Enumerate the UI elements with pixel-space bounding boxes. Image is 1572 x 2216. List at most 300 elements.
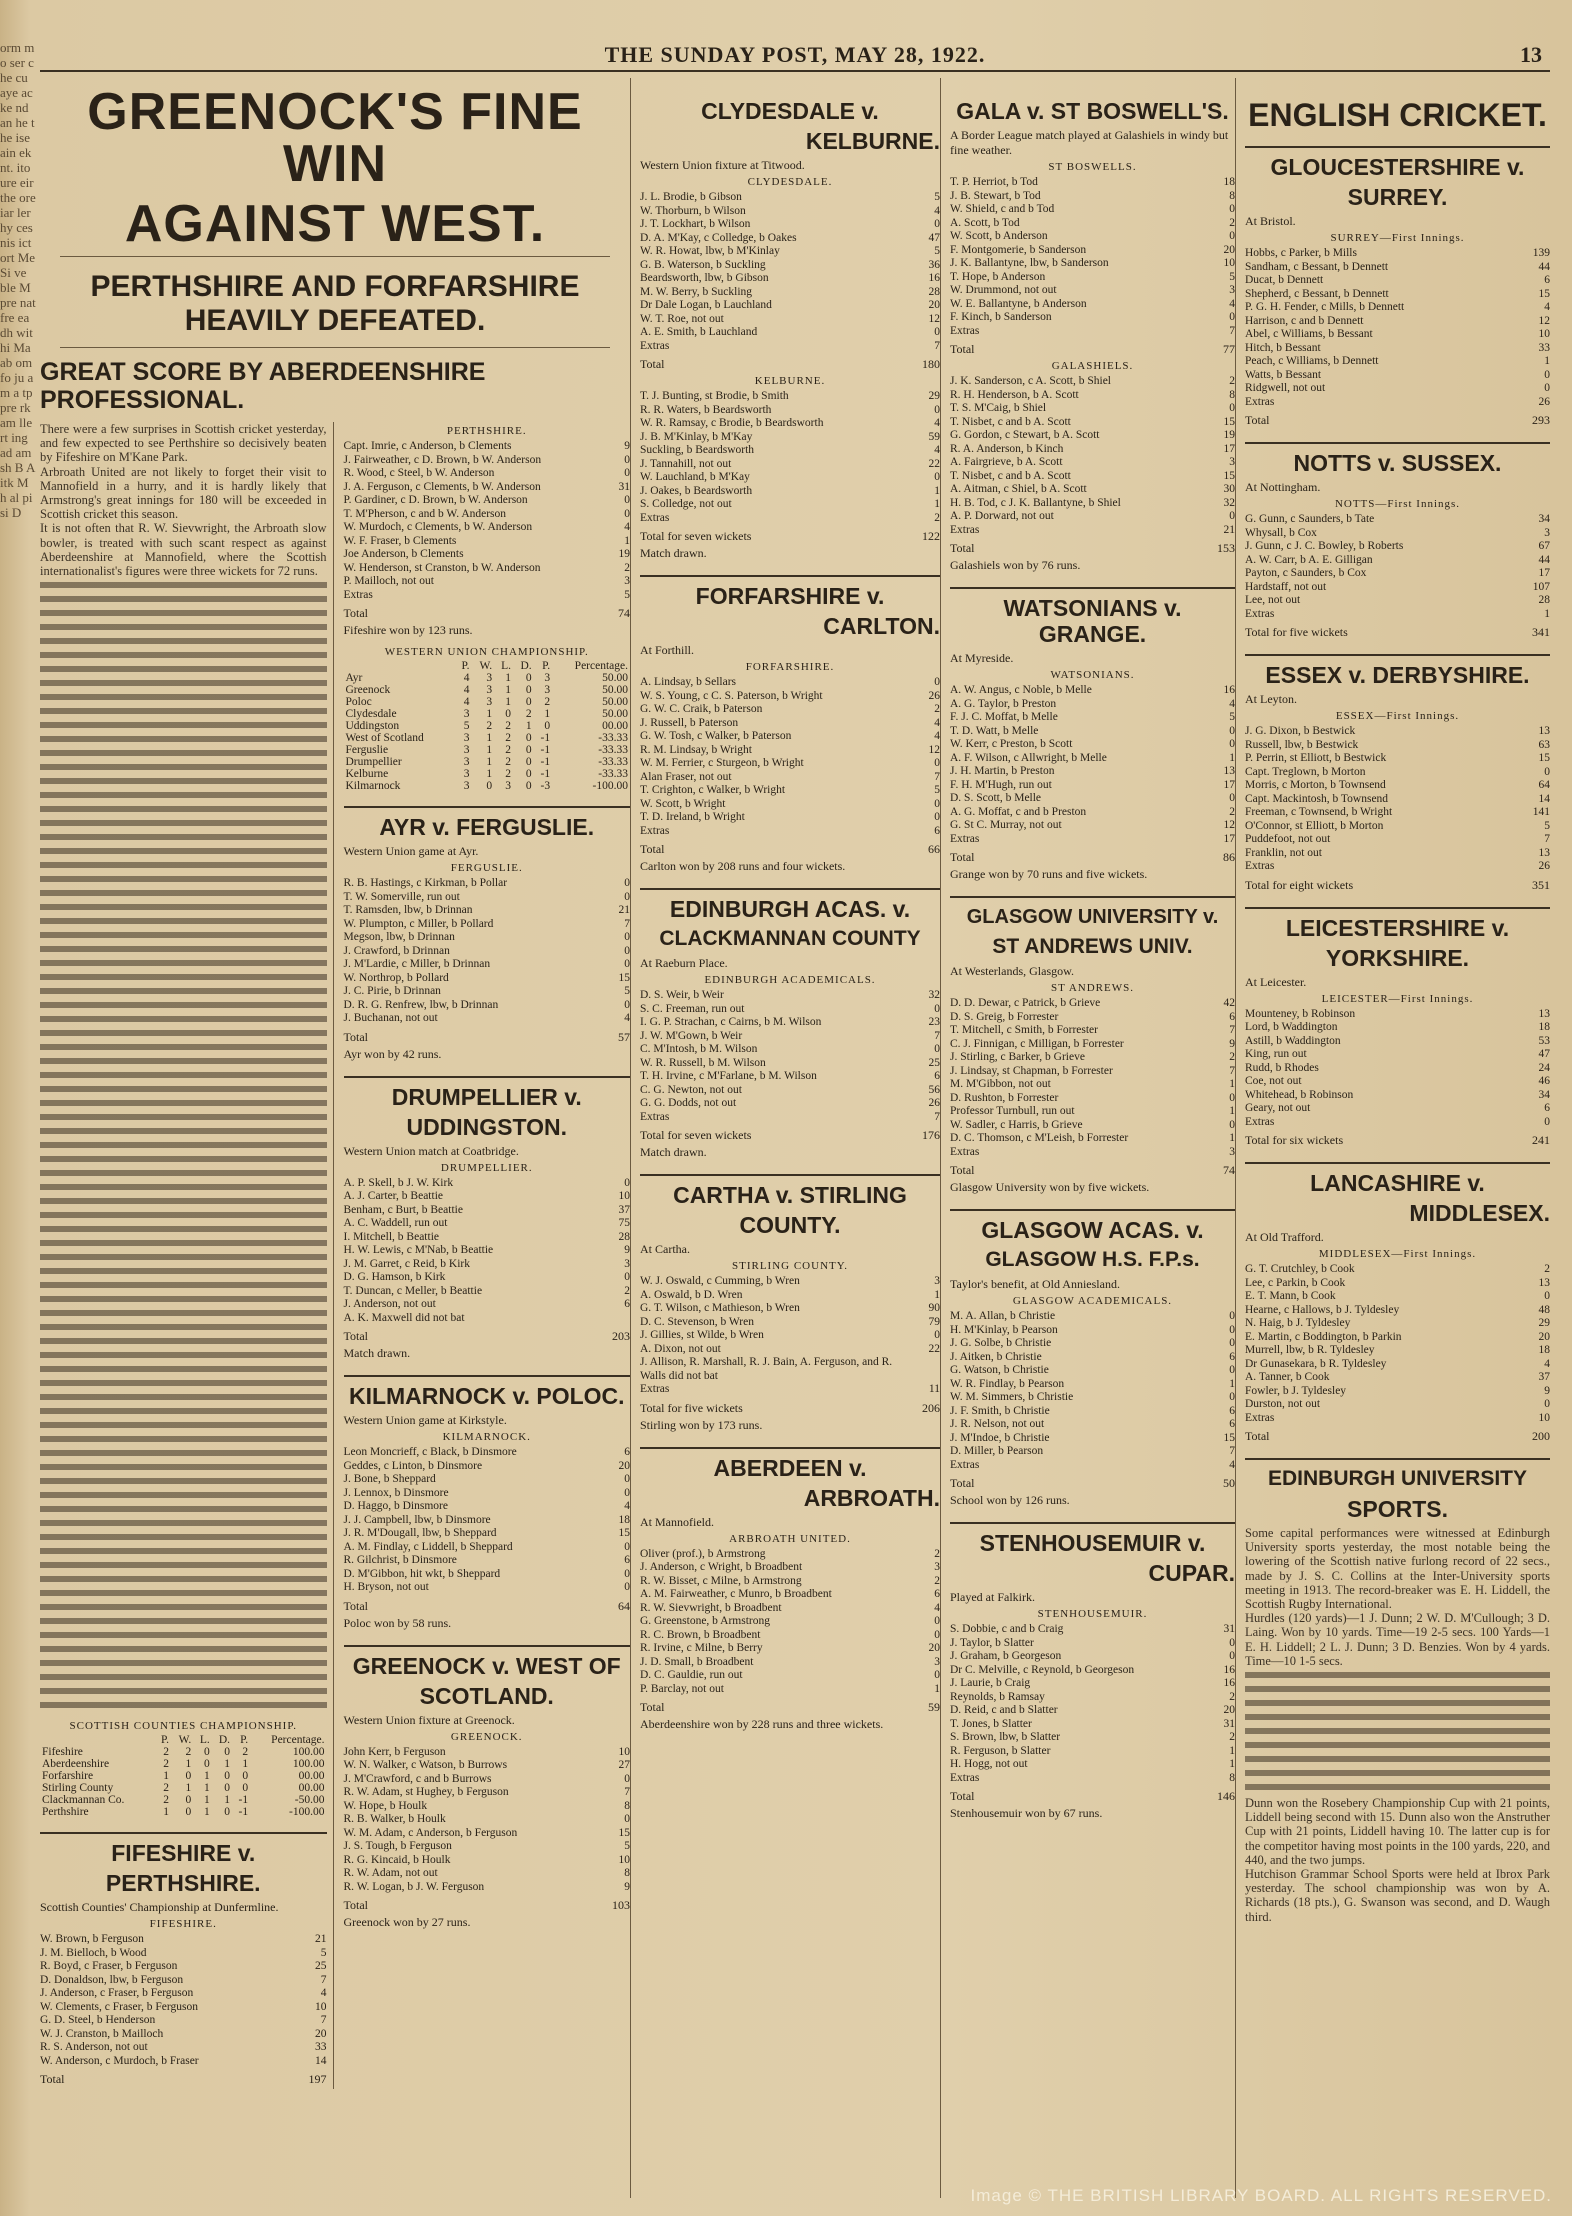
table-cell: Fifeshire: [42, 1746, 83, 1759]
runs-value: 2: [1229, 1690, 1235, 1703]
column-2: [640, 78, 941, 2198]
scorecard-total: Total 146: [950, 1789, 1235, 1803]
scorecard-row: [1245, 247, 1550, 261]
match-venue: A Border League match played at Galashiels in windy but fine weather.: [950, 128, 1229, 157]
batsman-entry: P. Perrin, st Elliott, b Bestwick: [1245, 752, 1387, 764]
runs-value: 1: [1229, 1744, 1235, 1757]
batsman-entry: G. D. Steel, b Henderson: [40, 2014, 156, 2027]
batsman-entry: J. H. Martin, b Preston: [950, 765, 1055, 777]
runs-value: 26: [928, 1097, 940, 1109]
runs-value: 1: [1229, 1132, 1235, 1144]
scorecard-row: [950, 779, 1235, 793]
runs-value: 0: [934, 471, 940, 483]
runs-value: 25: [315, 1960, 327, 1973]
runs-value: 4: [1229, 297, 1235, 310]
scorecard-row: [1245, 1116, 1550, 1130]
table-header-cell: D.: [520, 660, 532, 672]
table-header-cell: Percentage.: [271, 1734, 325, 1747]
scorecard-row: [344, 972, 631, 986]
match-result: Fifeshire won by 123 runs.: [343, 623, 473, 637]
scorecard-row: [1245, 1317, 1550, 1331]
batsman-entry: Harrison, c and b Dennett: [1245, 314, 1364, 327]
scorecard-row: [640, 798, 940, 812]
scorecard-row: [40, 2055, 327, 2069]
scorecard-total: Total 293: [1245, 413, 1550, 427]
batsman-entry: Benham, c Burt, b Beattie: [343, 1203, 463, 1216]
runs-value: 19: [1223, 429, 1235, 441]
batsman-entry: King, run out: [1245, 1048, 1307, 1060]
runs-value: 25: [928, 1056, 940, 1069]
runs-value: 13: [1538, 846, 1550, 859]
match-venue: At Bristol.: [1245, 214, 1296, 228]
scorecard-row: [640, 444, 940, 458]
batsman-entry: T. Duncan, c Meller, b Beattie: [343, 1284, 483, 1297]
scorecard-total: Total 50: [950, 1476, 1235, 1490]
scorecard-row: [950, 698, 1235, 712]
scorecard-row: [640, 431, 940, 445]
runs-value: 0: [1229, 510, 1235, 522]
table-cell: 2: [163, 1782, 170, 1795]
match-title: FIFESHIRE v.: [40, 1832, 327, 1866]
scorecard-row: [640, 703, 940, 717]
batsman-entry: P. Mailloch, not out: [343, 575, 434, 587]
article-banner: GREAT SCORE BY ABERDEENSHIRE PROFESSIONAL.: [40, 358, 486, 414]
runs-value: 2: [934, 703, 940, 715]
batsman-entry: H. B. Tod, c J. K. Ballantyne, b Shiel: [950, 496, 1121, 509]
scorecard-row: [344, 1473, 631, 1487]
batsman-entry: D. G. Hamson, b Kirk: [343, 1271, 446, 1283]
scorecard-row: [640, 259, 940, 273]
table-cell: 3: [544, 684, 551, 696]
runs-value: 0: [624, 958, 630, 970]
runs-value: 4: [1544, 301, 1550, 313]
runs-value: 6: [1544, 1102, 1550, 1114]
table-cell: 0: [505, 708, 512, 720]
batsman-entry: Payton, c Saunders, b Cox: [1245, 567, 1367, 579]
batsman-entry: W. Murdoch, c Clements, b W. Anderson: [343, 521, 533, 533]
batsman-entry: G. G. Dodds, not out: [640, 1097, 737, 1109]
team-name: FERGUSLIE.: [450, 862, 523, 874]
runs-value: 2: [1229, 1731, 1235, 1743]
runs-value: 67: [1538, 540, 1550, 552]
scorecard-row: [344, 1800, 631, 1814]
runs-value: 0: [1229, 792, 1235, 804]
batsman-entry: T. Ramsden, lbw, b Drinnan: [343, 904, 473, 916]
table-cell: 0: [525, 696, 532, 708]
scorecard-row: [640, 326, 940, 340]
batsman-entry: R. Irvine, c Milne, b Berry: [640, 1642, 763, 1654]
batsman-entry: T. H. Irvine, c M'Farlane, b M. Wilson: [640, 1070, 817, 1082]
batsman-entry: A. C. Waddell, run out: [343, 1217, 448, 1229]
scorecard: [344, 1746, 631, 1895]
table-row: [344, 720, 631, 732]
runs-value: 12: [928, 312, 940, 325]
batsman-entry: Watts, b Bessant: [1245, 368, 1322, 381]
scorecard-row: [640, 676, 940, 690]
scorecard-row: [950, 1092, 1235, 1106]
scorecard-row: [950, 470, 1235, 484]
match-title: NOTTS v. SUSSEX.: [1245, 442, 1550, 476]
table-cell: -1: [540, 756, 551, 768]
batsman-entry: John Kerr, b Ferguson: [343, 1745, 446, 1758]
batsman-entry: A. Oswald, b D. Wren: [640, 1288, 743, 1301]
batsman-entry: A. P. Skell, b J. W. Kirk: [343, 1176, 454, 1189]
match-title: SURREY.: [1347, 184, 1448, 210]
runs-value: 0: [1544, 1115, 1550, 1128]
batsman-entry: D. S. Greig, b Forrester: [950, 1010, 1059, 1023]
runs-value: 3: [624, 575, 630, 587]
batsman-entry: D. S. Scott, b Melle: [950, 792, 1042, 804]
scorecard-row: [344, 454, 631, 468]
batsman-entry: J. K. Sanderson, c A. Scott, b Shiel: [950, 375, 1111, 387]
match-title: WATSONIANS v. GRANGE.: [950, 587, 1235, 647]
match-venue: At Old Trafford.: [1245, 1230, 1324, 1244]
runs-value: 6: [1229, 1010, 1235, 1023]
table-cell: Greenock: [345, 684, 391, 696]
batsman-entry: W. Northrop, b Pollard: [343, 971, 449, 984]
scorecard: [640, 676, 940, 838]
runs-value: 0: [624, 1581, 630, 1593]
batsman-entry: G. Watson, b Christie: [950, 1364, 1049, 1376]
scorecard-total: Total 200: [1245, 1429, 1550, 1443]
scorecard-row: [344, 1514, 631, 1528]
runs-value: 9: [1229, 1037, 1235, 1050]
scorecard-row: [950, 765, 1235, 779]
batsman-entry: G. St C. Murray, not out: [950, 819, 1062, 831]
table-cell: 0: [525, 732, 532, 744]
scorecard-row: [344, 1554, 631, 1568]
team-name: STIRLING COUNTY.: [731, 1260, 849, 1272]
match-title: PERTHSHIRE.: [105, 1870, 261, 1897]
batsman-entry: Extras: [1245, 607, 1275, 620]
scorecard-row: [40, 1974, 327, 1988]
match-result: Stenhousemuir won by 67 runs.: [950, 1806, 1103, 1820]
scorecard-row: [1245, 581, 1550, 595]
table-cell: 0: [204, 1746, 210, 1759]
article-paragraph: It is not often that R. W. Sievwright, the Arbroath slow bowler, is treated with such scant respect as against Aberdeenshire at Mannofield, where the Scottish internationalist's figures were three wickets for 72 runs.: [40, 521, 327, 579]
runs-value: 5: [1229, 270, 1235, 283]
scorecard-row: [1245, 1398, 1550, 1412]
scorecard-row: [344, 931, 631, 945]
scorecard-row: [640, 1289, 940, 1303]
runs-value: 7: [320, 2014, 327, 2027]
team-name: KILMARNOCK.: [442, 1431, 531, 1443]
batsman-entry: W. Henderson, st Cranston, b W. Anderson: [343, 561, 541, 574]
runs-value: 28: [618, 1230, 630, 1243]
scorecard-row: [640, 485, 940, 499]
runs-value: 0: [1229, 724, 1235, 737]
batsman-entry: Capt. Treglown, b Morton: [1245, 765, 1366, 778]
table-cell: Kelburne: [345, 768, 389, 780]
table-header-cell: [344, 660, 456, 672]
runs-value: 5: [934, 191, 940, 203]
batsman-entry: Extras: [1245, 1115, 1275, 1128]
batsman-entry: S. Colledge, not out: [640, 498, 732, 510]
runs-value: 15: [1223, 469, 1235, 482]
batsman-entry: D. Reid, c and b Slatter: [950, 1704, 1058, 1716]
table-cell: 1: [544, 708, 551, 720]
scottish-counties-title: SCOTTISH COUNTIES CHAMPIONSHIP.: [69, 1720, 297, 1733]
runs-value: 3: [1229, 1145, 1235, 1158]
team-name: ARBROATH UNITED.: [729, 1532, 851, 1545]
runs-value: 19: [618, 548, 630, 560]
scorecard-total: Total 103: [343, 1898, 630, 1912]
match-result: Glasgow University won by five wickets.: [950, 1180, 1150, 1194]
batsman-entry: J. M. Garret, c Reid, b Kirk: [343, 1257, 470, 1270]
scorecard-row: [1245, 739, 1550, 753]
scorecard-row: [344, 1244, 631, 1258]
runs-value: 0: [624, 1271, 630, 1283]
runs-value: 44: [1538, 553, 1550, 566]
batsman-entry: F. Montgomerie, b Sanderson: [950, 243, 1087, 256]
runs-value: 90: [928, 1302, 940, 1314]
batsman-entry: S. C. Freeman, run out: [640, 1002, 745, 1015]
runs-value: 15: [618, 1527, 630, 1539]
runs-value: 53: [1538, 1034, 1550, 1047]
scorecard-row: [950, 1718, 1235, 1732]
table-cell: 50.00: [602, 684, 628, 696]
runs-value: 0: [934, 1628, 940, 1641]
scorecard-row: [950, 725, 1235, 739]
batsman-entry: Extras: [950, 1771, 980, 1784]
article-text-continuation: [40, 582, 327, 1712]
table-cell: 2: [163, 1794, 170, 1807]
scorecard-row: [640, 1629, 940, 1643]
batsman-entry: A. W. Carr, b A. E. Gilligan: [1245, 553, 1373, 566]
scorecard-row: [950, 497, 1235, 511]
batsman-entry: J. Gillies, st Wilde, b Wren: [640, 1329, 764, 1341]
scorecard-row: [640, 1561, 940, 1575]
table-header-cell: P.: [542, 660, 551, 672]
batsman-entry: D. D. Dewar, c Patrick, b Grieve: [950, 997, 1101, 1009]
runs-value: 5: [934, 784, 940, 796]
batsman-entry: R. B. Walker, b Houlk: [343, 1813, 446, 1825]
runs-value: 0: [934, 797, 940, 810]
batsman-entry: R. M. Lindsay, b Wright: [640, 743, 752, 756]
runs-value: 63: [1538, 738, 1550, 751]
table-cell: 1: [204, 1782, 210, 1795]
batsman-entry: A. G. Taylor, b Preston: [950, 697, 1057, 710]
batsman-entry: J. Anderson, not out: [343, 1298, 436, 1310]
scorecard-row: [640, 1642, 940, 1656]
batsman-entry: Professor Turnbull, run out: [950, 1105, 1075, 1117]
scorecard-row: [950, 1677, 1235, 1691]
match-result: Match drawn.: [640, 546, 707, 560]
runs-value: 3: [934, 1655, 940, 1668]
scorecard-row: [640, 1111, 940, 1125]
runs-value: 0: [1229, 1310, 1235, 1322]
runs-value: 2: [1229, 216, 1235, 229]
runs-value: 16: [1223, 684, 1235, 696]
scorecard-row: [344, 467, 631, 481]
table-cell: 0: [224, 1770, 230, 1783]
runs-value: 20: [618, 1459, 630, 1472]
scorecard-row: [344, 1500, 631, 1514]
batsman-entry: R. Boyd, c Fraser, b Ferguson: [40, 1960, 178, 1973]
scorecard-row: [1245, 779, 1550, 793]
table-cell: 0: [185, 1806, 192, 1819]
batsman-entry: T. D. Watt, b Melle: [950, 724, 1039, 737]
table-cell: -33.33: [598, 756, 628, 768]
table-row: [344, 768, 631, 780]
scorecard-row: [344, 1298, 631, 1312]
batsman-entry: Shepherd, c Bessant, b Dennett: [1245, 287, 1389, 300]
column-1: [40, 78, 631, 2198]
table-header-cell: D.: [218, 1734, 230, 1747]
scorecard-row: [344, 1312, 631, 1326]
scorecard-row: [344, 562, 631, 576]
runs-value: 8: [1229, 388, 1235, 401]
table-cell: 4: [463, 696, 470, 708]
scorecard-row: [950, 1024, 1235, 1038]
runs-value: 7: [1229, 324, 1235, 337]
batsman-entry: J. K. Ballantyne, lbw, b Sanderson: [950, 257, 1109, 269]
table-cell: 0: [486, 780, 493, 792]
table-cell: 0: [224, 1746, 230, 1759]
scorecard-row: [640, 730, 940, 744]
table-cell: 50.00: [602, 696, 628, 708]
adjacent-page-gutter: orm mo ser che cu aye ac ke nd an he the ise ain ek nt. ito ure eir the ore iar ler hy ces nis ict ort Me Si ve ble M pre nat fre ea dh wit hi Ma ab om fo ju am a tp pre rk am lle rt ing ad am sh B Aitk M h al pi si D: [0, 40, 36, 520]
runs-value: 10: [618, 1853, 630, 1866]
scorecard-row: [1245, 860, 1550, 874]
table-cell: -1: [540, 744, 551, 756]
team-name: DRUMPELLIER.: [440, 1161, 533, 1174]
scorecard: [640, 1275, 940, 1397]
batsman-entry: W. M. Adam, c Anderson, b Ferguson: [343, 1826, 518, 1839]
match-venue: Western Union fixture at Titwood.: [640, 158, 805, 172]
subheadline-line1: PERTHSHIRE AND FORFARSHIRE: [90, 270, 580, 303]
batsman-entry: Lee, not out: [1245, 594, 1301, 606]
batsman-entry: F. H. M'Hugh, run out: [950, 778, 1052, 791]
runs-value: 0: [1229, 230, 1235, 242]
scorecard-row: [950, 1337, 1235, 1351]
batsman-entry: A. M. Fairweather, c Munro, b Broadbent: [640, 1588, 832, 1600]
batsman-entry: Leon Moncrieff, c Black, b Dinsmore: [343, 1446, 517, 1458]
batsman-entry: D. C. Stevenson, b Wren: [640, 1315, 754, 1328]
scorecard-row: [1245, 847, 1550, 861]
table-cell: Drumpellier: [345, 756, 402, 768]
runs-value: 28: [928, 285, 940, 298]
runs-value: 1: [1544, 355, 1550, 367]
runs-value: 6: [1229, 1418, 1235, 1430]
table-cell: 1: [525, 720, 532, 732]
scorecard-row: [640, 1302, 940, 1316]
scorecard-row: [640, 498, 940, 512]
batsman-entry: A. Scott, b Tod: [950, 216, 1020, 229]
table-cell: -33.33: [598, 768, 628, 780]
runs-value: 0: [624, 1567, 630, 1580]
match-title: KELBURNE.: [805, 128, 940, 154]
batsman-entry: R. W. Logan, b J. W. Ferguson: [343, 1880, 485, 1893]
team-name: GREENOCK.: [450, 1730, 523, 1743]
batsman-entry: W. Scott, b Wright: [640, 797, 726, 810]
batsman-entry: P. G. H. Fender, c Mills, b Dennett: [1245, 301, 1405, 313]
runs-value: 6: [934, 1588, 940, 1600]
scorecard-row: [1245, 315, 1550, 329]
table-cell: 3: [544, 672, 551, 684]
team-name: ESSEX—First Innings.: [1335, 710, 1460, 722]
scorecard-row: [40, 1960, 327, 1974]
batsman-entry: G. T. Wilson, c Mathieson, b Wren: [640, 1302, 800, 1314]
scorecard-row: [344, 891, 631, 905]
runs-value: 3: [934, 1561, 940, 1573]
table-cell: 1: [486, 744, 493, 756]
runs-value: 36: [928, 258, 940, 271]
batsman-entry: T. Crighton, c Walker, b Wright: [640, 784, 786, 796]
scorecard-row: [950, 217, 1235, 231]
batsman-entry: J. G. Dixon, b Bestwick: [1245, 725, 1356, 737]
scorecard-row: [344, 521, 631, 535]
batsman-entry: A. G. Moffat, c and b Preston: [950, 805, 1087, 818]
batsman-entry: Whitehead, b Robinson: [1245, 1088, 1354, 1101]
runs-value: 3: [1229, 456, 1235, 468]
batsman-entry: D. S. Weir, b Weir: [640, 989, 724, 1001]
table-cell: -1: [238, 1794, 249, 1807]
table-cell: 3: [486, 696, 493, 708]
scorecard-row: [950, 752, 1235, 766]
scorecard-row: [344, 985, 631, 999]
runs-value: 2: [1229, 375, 1235, 387]
runs-value: 18: [618, 1513, 630, 1526]
match-venue: At Westerlands, Glasgow.: [950, 964, 1075, 978]
batsman-entry: A. Aitman, c Shiel, b A. Scott: [950, 483, 1087, 495]
scorecard-row: [1245, 1008, 1550, 1022]
team-name: STENHOUSEMUIR.: [1037, 1608, 1148, 1620]
masthead-title: THE SUNDAY POST, MAY 28, 1922.: [604, 42, 986, 67]
runs-value: 16: [928, 272, 940, 284]
table-row: [40, 1794, 327, 1806]
scorecard-row: [950, 1310, 1235, 1324]
scorecard-row: [344, 1460, 631, 1474]
table-cell: 2: [505, 756, 512, 768]
runs-value: 9: [1544, 1384, 1550, 1397]
batsman-entry: W. Scott, b Anderson: [950, 230, 1048, 242]
batsman-entry: Mounteney, b Robinson: [1245, 1007, 1356, 1020]
runs-value: 0: [934, 1329, 940, 1341]
scorecard-row: [344, 877, 631, 891]
scorecard-row: [40, 2041, 327, 2055]
scorecard-row: [950, 1038, 1235, 1052]
table-header-cell: Percentage.: [574, 660, 628, 672]
scorecard-row: [640, 811, 940, 825]
scorecard-row: [950, 429, 1235, 443]
batsman-entry: W. Brown, b Ferguson: [40, 1933, 144, 1946]
western-union-title: WESTERN UNION CHAMPIONSHIP.: [384, 646, 589, 658]
scorecard-row: [950, 1378, 1235, 1392]
batsman-entry: W. Anderson, c Murdoch, b Fraser: [40, 2054, 199, 2067]
table-cell: 2: [242, 1746, 249, 1759]
batsman-entry: S. Dobbie, c and b Craig: [950, 1623, 1064, 1635]
match-title: LEICESTERSHIRE v.: [1245, 907, 1550, 941]
batsman-entry: R. S. Anderson, not out: [40, 2041, 148, 2054]
runs-value: 0: [934, 1002, 940, 1015]
scorecard-total: Total 153: [950, 541, 1235, 555]
table-cell: 1: [204, 1806, 210, 1819]
runs-value: 20: [928, 1642, 940, 1654]
batsman-entry: Freeman, c Townsend, b Wright: [1245, 806, 1393, 818]
runs-value: 1: [624, 534, 630, 547]
scorecard-row: [950, 1758, 1235, 1772]
batsman-entry: Extras: [640, 511, 670, 524]
batsman-entry: M. A. Allan, b Christie: [950, 1310, 1056, 1322]
team-name: KELBURNE.: [754, 375, 826, 387]
runs-value: [608, 1312, 630, 1326]
batsman-entry: Extras: [950, 1145, 980, 1158]
runs-value: 7: [934, 1110, 940, 1123]
runs-value: 31: [1223, 1717, 1235, 1730]
scorecard: [950, 375, 1235, 537]
batsman-entry: Puddefoot, not out: [1245, 833, 1331, 845]
